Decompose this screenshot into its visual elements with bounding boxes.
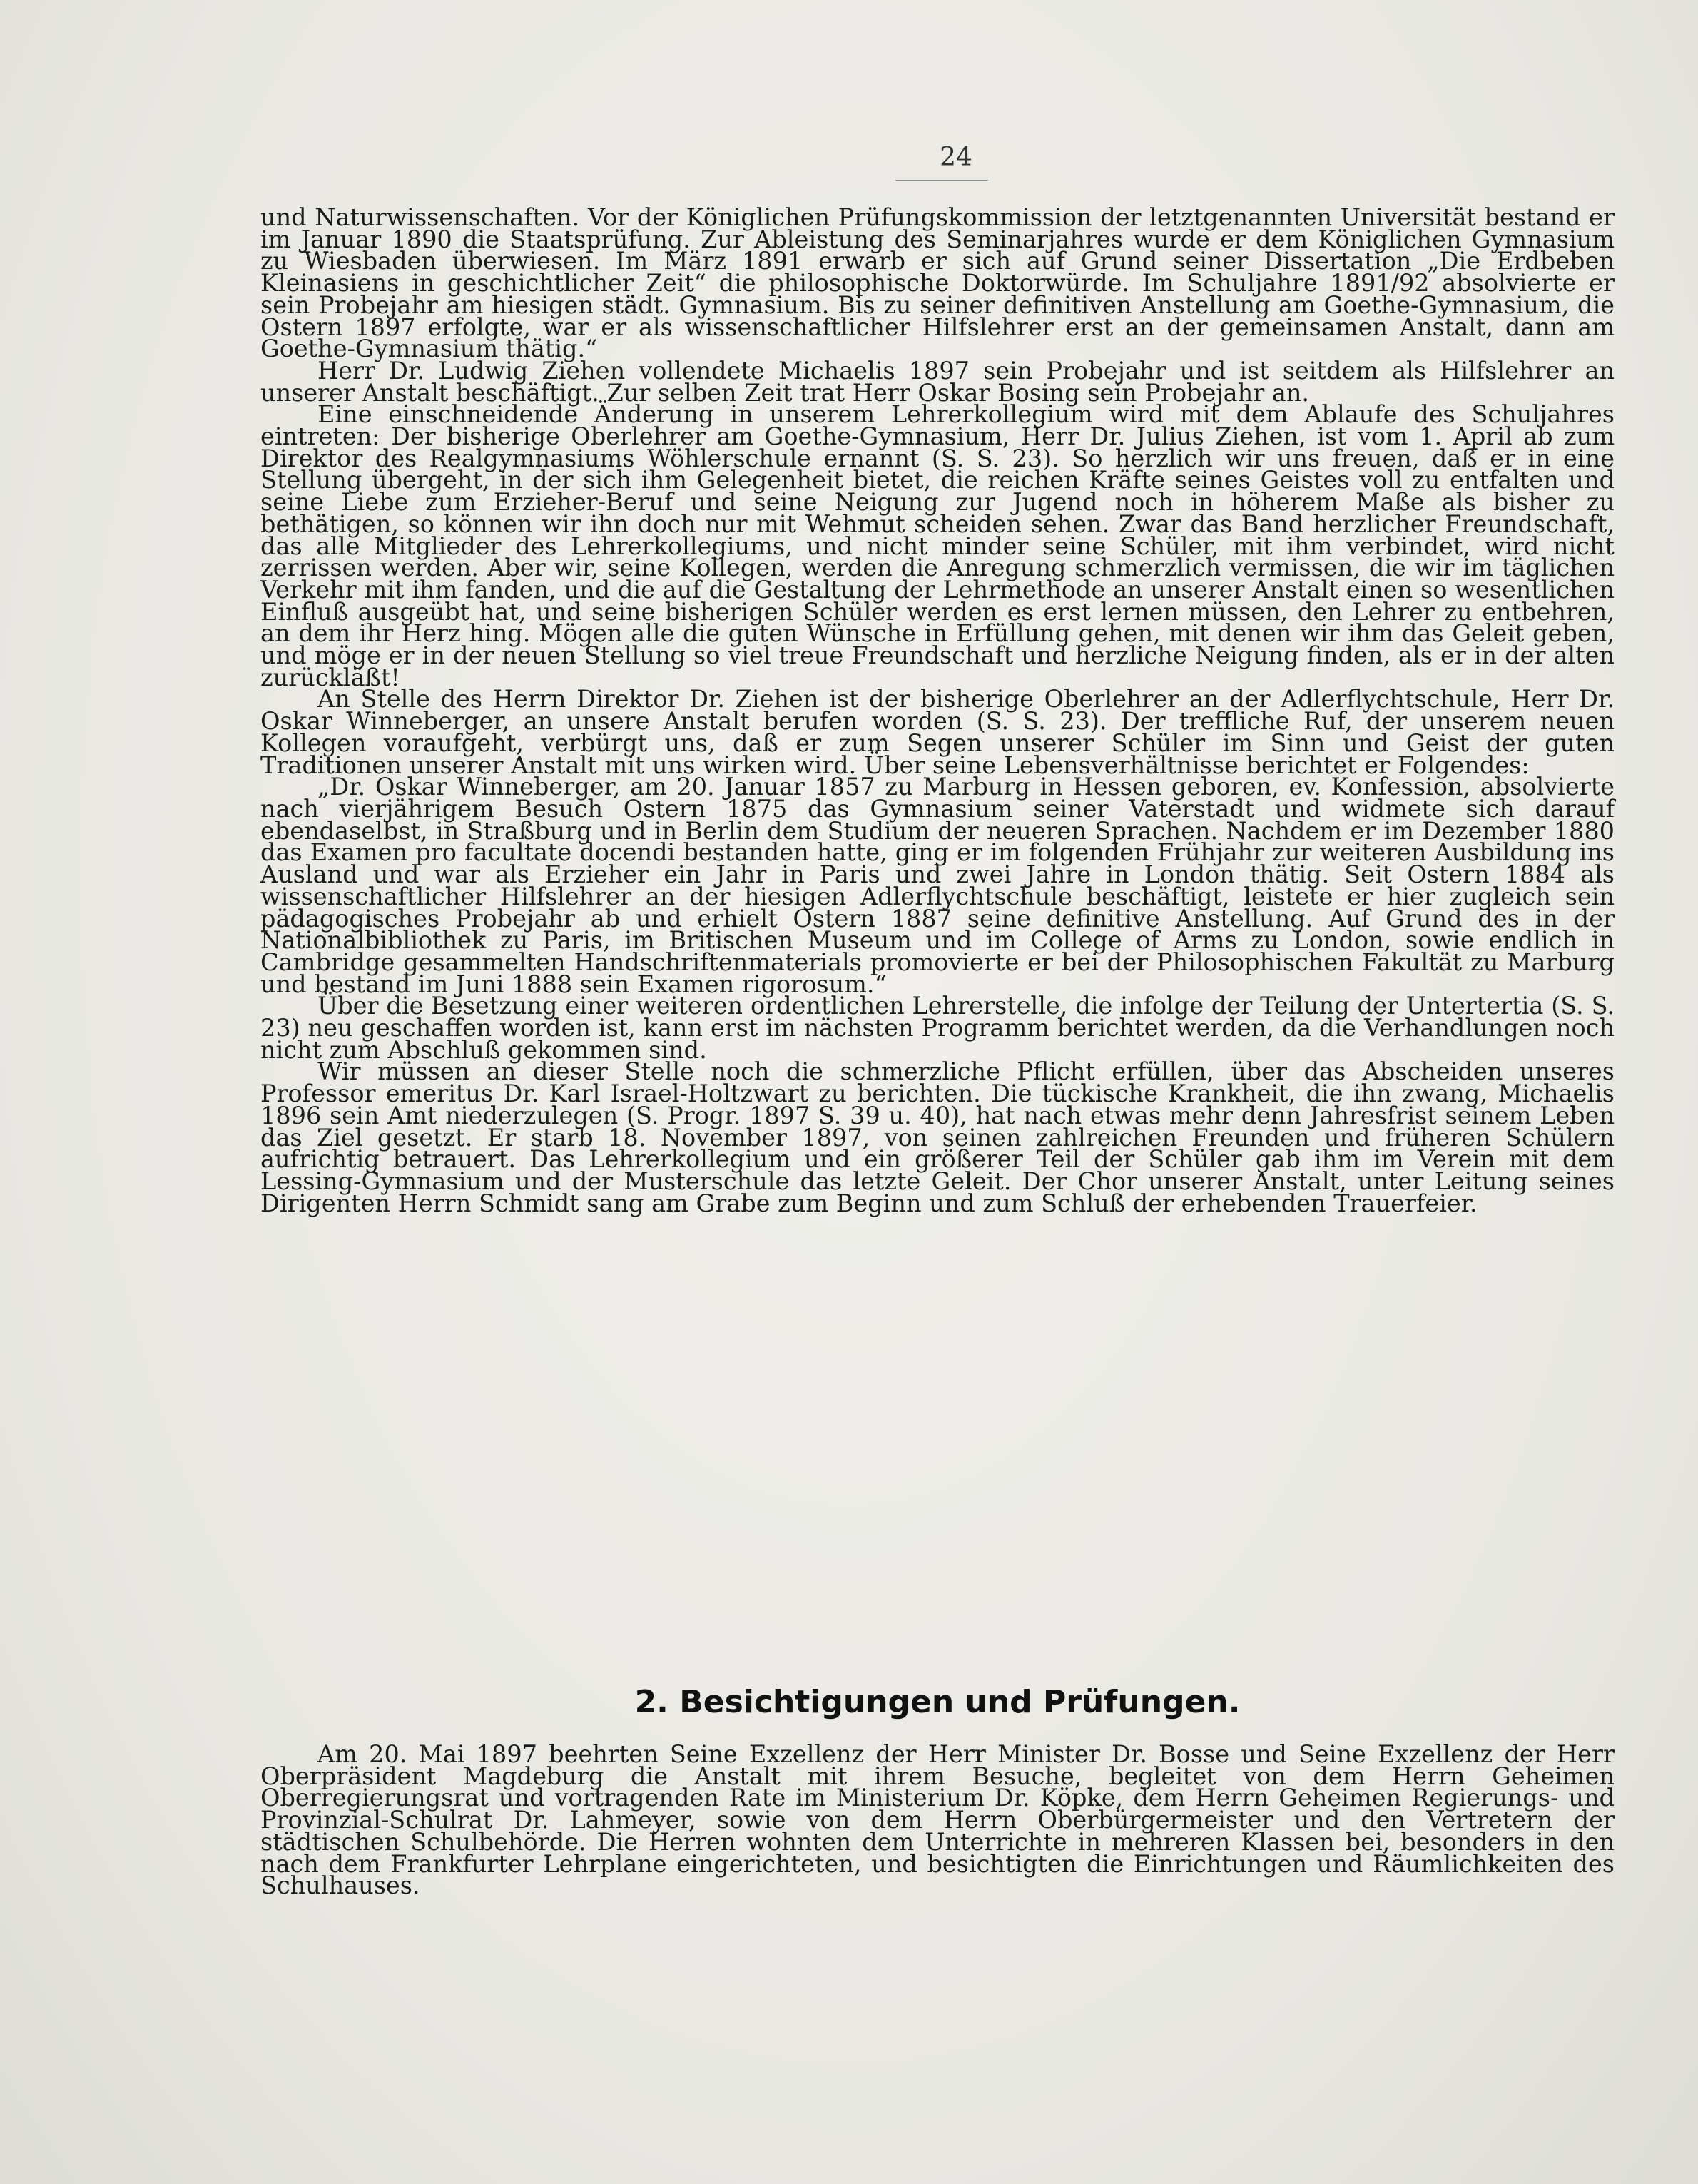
page-number: 24 — [940, 143, 972, 172]
paragraph: Herr Dr. Ludwig Ziehen vollendete Michaelis 1897 sein Probejahr und ist seitdem als Hilfslehrer an unserer Anstalt beschäftigt. Zur selben Zeit trat Herr Oskar Bosing sein Probejahr an. — [260, 356, 1615, 407]
paragraph: „Dr. Oskar Winneberger, am 20. Januar 1857 zu Marburg in Hessen geboren, ev. Konfession, absolvierte nach vierjährigem Besuch Ostern 1875 das Gymnasium seiner Vaterstadt und widmete sich darauf ebendaselbst, in Straßburg und in Berlin dem Studium der neueren Sprachen. Nachdem er im Dezember 1880 das Examen pro facultate docendi bestanden hatte, ging er im folgenden Frühjahr zur weiteren Ausbildung ins Ausland und war als Erzieher ein Jahr in Paris und zwei Jahre in London thätig. Seit Ostern 1884 als wissenschaftlicher Hilfslehrer an der hiesigen Adlerflychtschule beschäftigt, leistete er hier zugleich sein pädagogisches Probejahr ab und erhielt Ostern 1887 seine definitive Anstellung. Auf Grund des in der Nationalbibliothek zu Paris, im Britischen Museum und im College of Arms zu London, sowie endlich in Cambridge gesammelten Handschriftenmaterials promovierte er bei der Philosophischen Fakultät zu Marburg und bestand im Juni 1888 sein Examen rigorosum.“ — [260, 773, 1615, 998]
paragraph: Wir müssen an dieser Stelle noch die schmerzliche Pflicht erfüllen, über das Abscheiden unseres Professor emeritus Dr. Karl Israel-Holtzwart zu berichten. Die tückische Krankheit, die ihn zwang, Michaelis 1896 sein Amt niederzulegen (S. Progr. 1897 S. 39 u. 40), hat nach etwas mehr denn Jahresfrist seinem Leben das Ziel gesetzt. Er starb 18. November 1897, von seinen zahlreichen Freunden und früheren Schülern aufrichtig betrauert. Das Lehrerkollegium und ein größerer Teil der Schüler gab ihm im Verein mit dem Lessing-Gymnasium und der Musterschule das letzte Geleit. Der Chor unserer Anstalt, unter Leitung seines Dirigenten Herrn Schmidt sang am Grabe zum Beginn und zum Schluß der erhebenden Trauerfeier. — [260, 1057, 1615, 1217]
paragraph: und Naturwissenschaften. Vor der Königlichen Prüfungskommission der letztgenannten Universität bestand er im Januar 1890 die Staatsprüfung. Zur Ableistung des Seminarjahres wurde er dem Königlichen Gymnasium zu Wiesbaden überwiesen. Im März 1891 erwarb er sich auf Grund seiner Dissertation „Die Erdbeben Kleinasiens in geschichtlicher Zeit“ die philosophische Doktorwürde. Im Schuljahre 1891/92 absolvierte er sein Probejahr am hiesigen städt. Gymnasium. Bis zu seiner definitiven Anstellung am Goethe-Gymnasium, die Ostern 1897 erfolgte, war er als wissenschaftlicher Hilfslehrer erst an der gemeinsamen Anstalt, dann am Goethe-Gymnasium thätig.“ — [260, 203, 1615, 363]
section-heading: 2. Besichtigungen und Prüfungen. — [634, 1684, 1241, 1720]
paragraph: Eine einschneidende Änderung in unserem Lehrerkollegium wird mit dem Ablaufe des Schuljahres eintreten: Der bisherige Oberlehrer am Goethe-Gymnasium, Herr Dr. Julius Ziehen, ist vom 1. April ab zum Direktor des Realgymnasiums Wöhlerschule ernannt (S. S. 23). So herzlich wir uns freuen, daß er in eine Stellung übergeht, in der sich ihm Gelegenheit bietet, die reichen Kräfte seines Geistes voll zu entfalten und seine Liebe zum Erzieher-Beruf und seine Neigung zur Jugend noch in höherem Maße als bisher zu bethätigen, so können wir ihn doch nur mit Wehmut scheiden sehen. Zwar das Band herzlicher Freundschaft, das alle Mitglieder des Lehrerkollegiums, und nicht minder seine Schüler, mit ihm verbindet, wird nicht zerrissen werden. Aber wir, seine Kollegen, werden die Anregung schmerzlich vermissen, die wir im täglichen Verkehr mit ihm fanden, und die auf die Gestaltung der Lehrmethode an unserer Anstalt einen so wesentlichen Einfluß ausgeübt hat, und seine bisherigen Schüler werden es erst lernen müssen, den Lehrer zu entbehren, an dem ihr Herz hing. Mögen alle die guten Wünsche in Erfüllung gehen, mit denen wir ihm das Geleit geben, und möge er in der neuen Stellung so viel treue Freundschaft und herzliche Neigung finden, als er in der alten zurückläßt! — [260, 400, 1615, 691]
paragraph: Über die Besetzung einer weiteren ordentlichen Lehrerstelle, die infolge der Teilung der Untertertia (S. S. 23) neu geschaffen worden ist, kann erst im nächsten Programm berichtet werden, da die Verhandlungen noch nicht zum Abschluß gekommen sind. — [260, 992, 1615, 1064]
body-text — [260, 203, 1615, 1217]
section-body — [260, 1740, 1615, 1900]
paragraph: An Stelle des Herrn Direktor Dr. Ziehen ist der bisherige Oberlehrer an der Adlerflychtschule, Herr Dr. Oskar Winneberger, an unsere Anstalt berufen worden (S. S. 23). Der treffliche Ruf, der unserem neuen Kollegen voraufgeht, verbürgt uns, daß er zum Segen unserer Schüler im Sinn und Geist der guten Traditionen unserer Anstalt mit uns wirken wird. Über seine Lebensverhältnisse berichtet er Folgendes: — [260, 685, 1615, 779]
paragraph: Am 20. Mai 1897 beehrten Seine Exzellenz der Herr Minister Dr. Bosse und Seine Exzellenz der Herr Oberpräsident Magdeburg die Anstalt mit ihrem Besuche, begleitet von dem Herrn Geheimen Oberregierungsrat und vortragenden Rate im Ministerium Dr. Köpke, dem Herrn Geheimen Regierungs- und Provinzial-Schulrat Dr. Lahmeyer, sowie von dem Herrn Oberbürgermeister und den Vertretern der städtischen Schulbehörde. Die Herren wohnten dem Unterrichte in mehreren Klassen bei, besonders in den nach dem Frankfurter Lehrplane eingerichteten, und besichtigten die Einrichtungen und Räumlichkeiten des Schulhauses. — [260, 1740, 1615, 1900]
page-number-rule — [895, 180, 988, 181]
